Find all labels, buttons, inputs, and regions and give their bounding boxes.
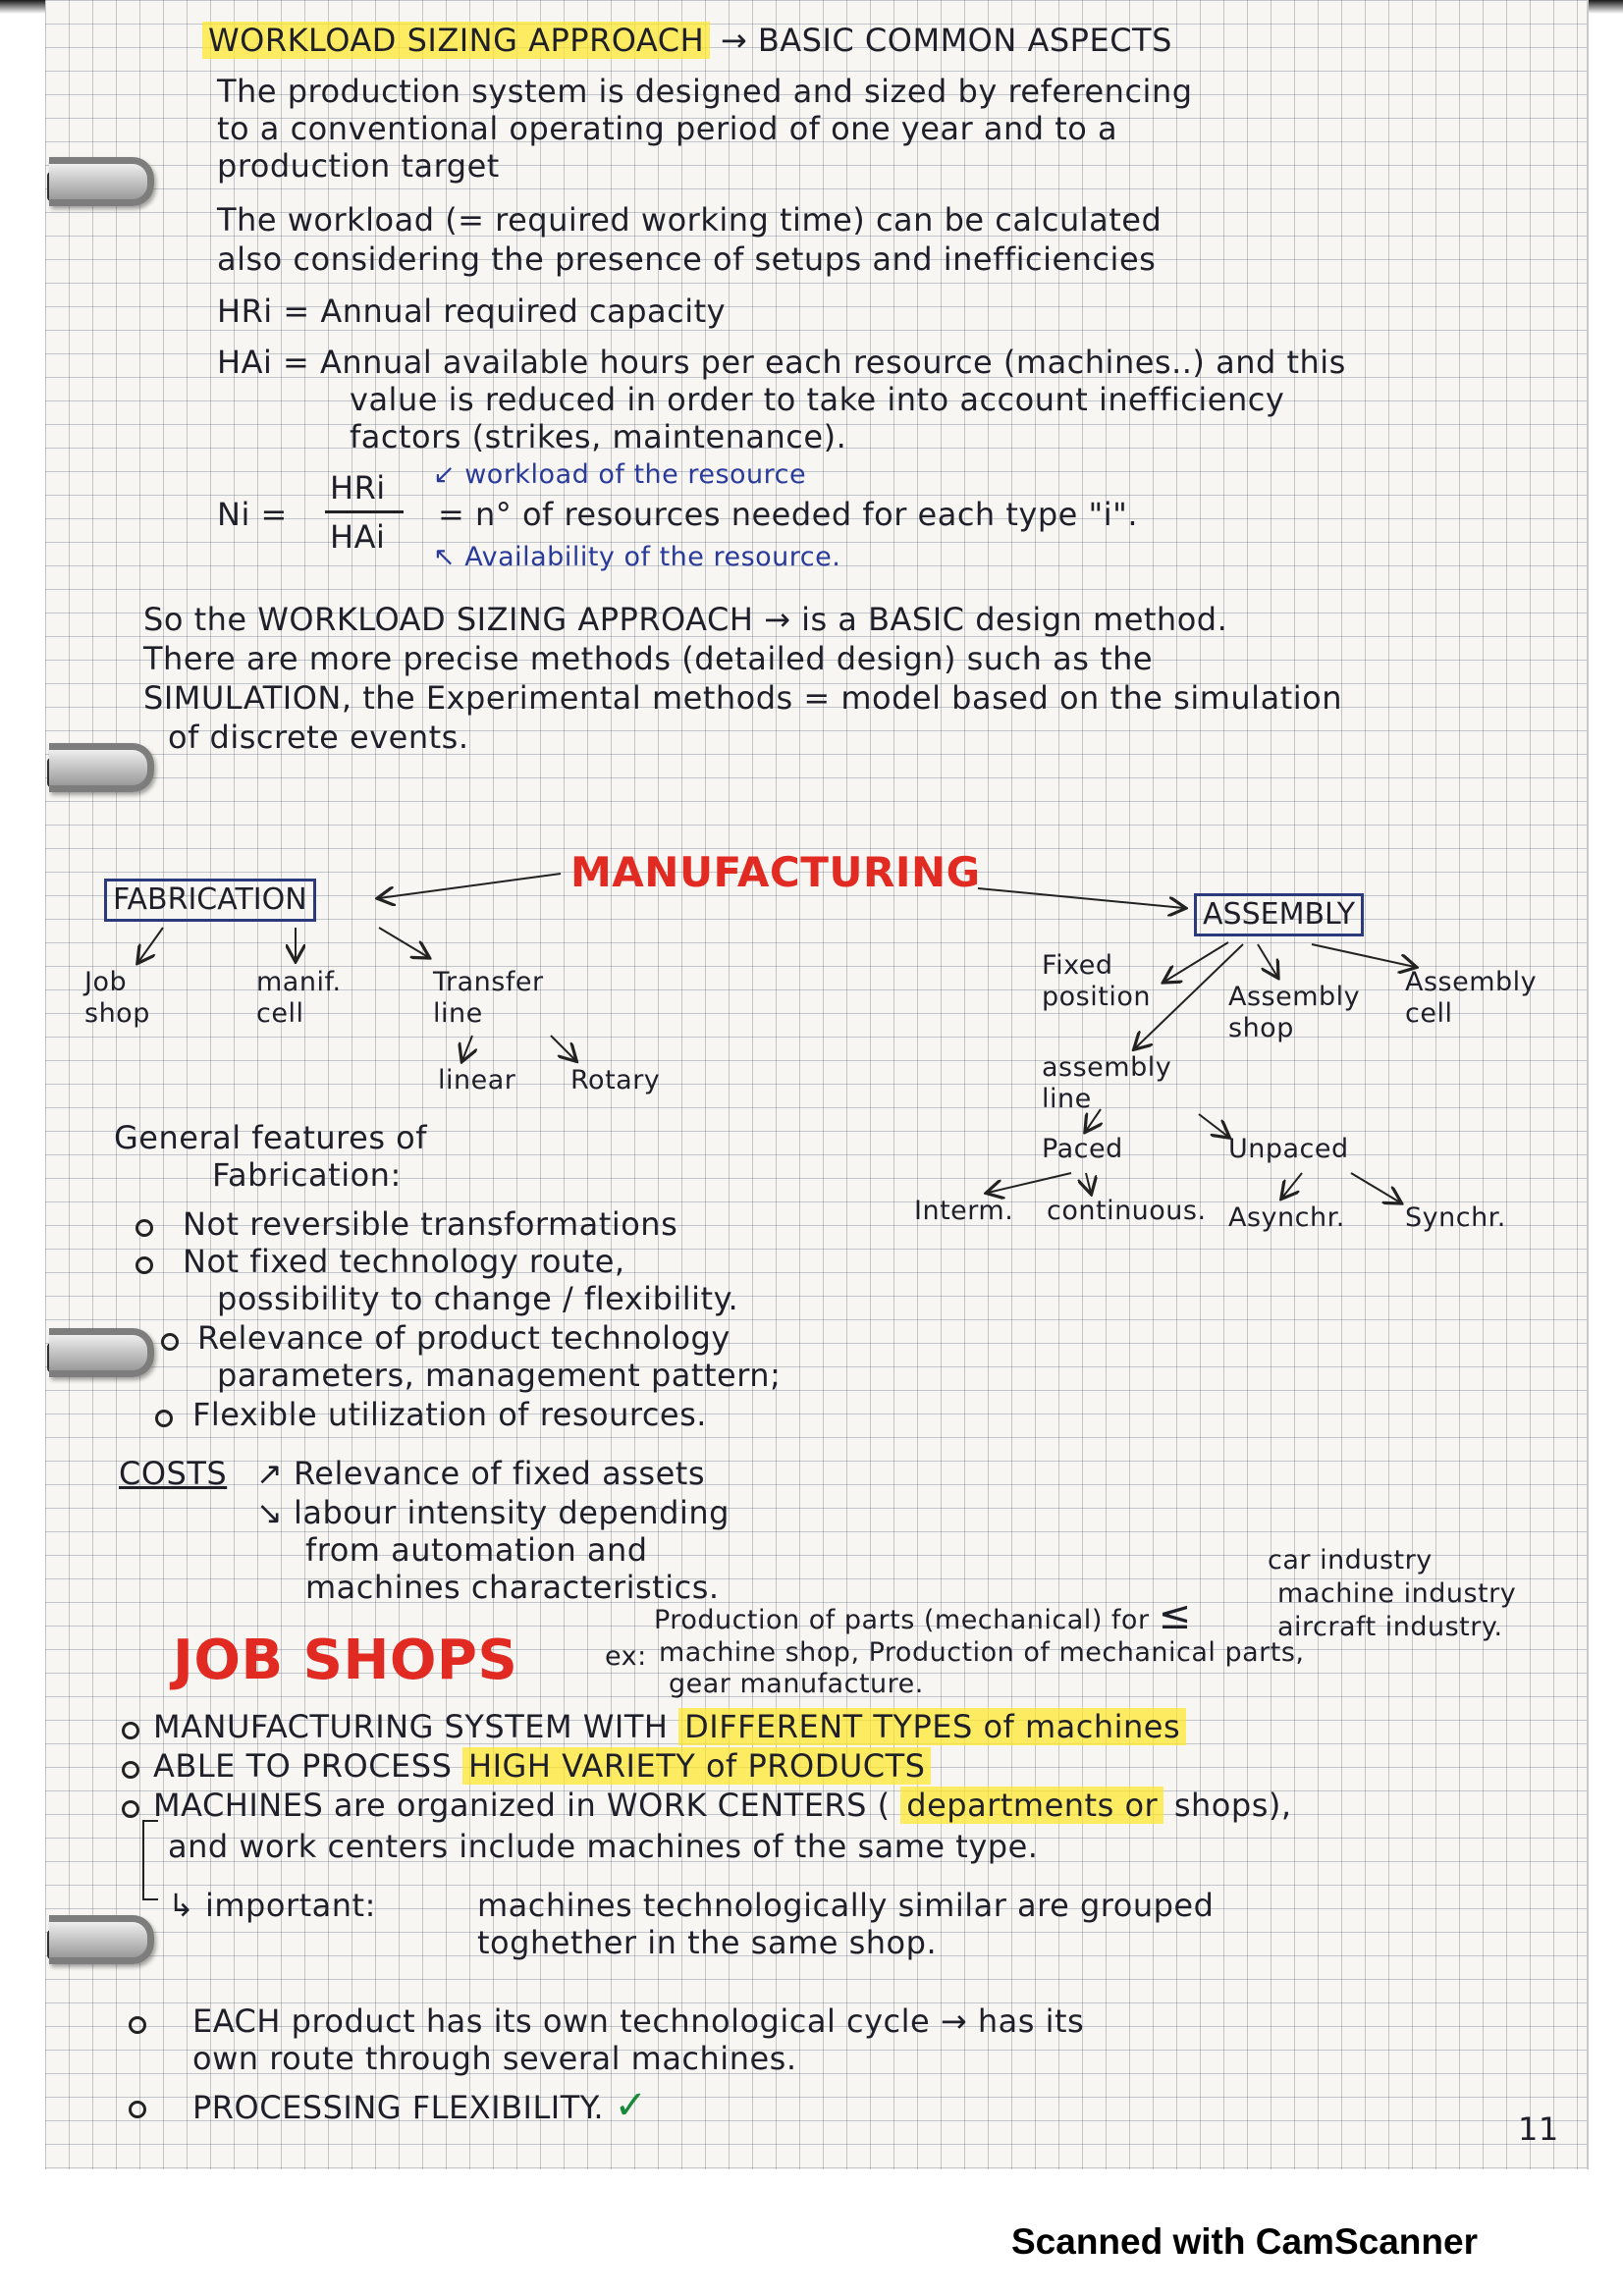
- arrow-icon: ↖: [433, 542, 465, 572]
- scanner-watermark: Scanned with CamScanner: [1011, 2221, 1478, 2262]
- page-number: 11: [1518, 2110, 1559, 2148]
- section-title-suffix: BASIC COMMON ASPECTS: [757, 22, 1172, 59]
- arrow-assembly-cell: [1312, 944, 1415, 967]
- arrow-icon: ↙: [433, 459, 465, 490]
- arrow-synchronous: [1351, 1173, 1400, 1202]
- arrow-to-fabrication: [379, 874, 561, 898]
- costs-label: COSTS: [119, 1455, 228, 1492]
- arrow-to-assembly: [978, 888, 1184, 908]
- arrow-asynchronous: [1282, 1173, 1302, 1198]
- arrow-icon: →: [720, 22, 758, 59]
- arrow-transfer-line: [379, 928, 428, 957]
- unpaced-synchronous: Synchr.: [1405, 1202, 1506, 1233]
- numerator-note: ↙ workload of the resource: [433, 459, 807, 490]
- example-line: gear manufacture.: [669, 1669, 924, 1699]
- arrow-icon: ↘: [256, 1494, 294, 1531]
- assembly-line: assembly line: [1042, 1052, 1172, 1114]
- line-paced: Paced: [1042, 1134, 1123, 1164]
- section-title-highlight: WORKLOAD SIZING APPROACH: [202, 22, 710, 59]
- transfer-linear: linear: [438, 1065, 516, 1095]
- transfer-rotary: Rotary: [570, 1065, 661, 1095]
- jobshops-title: JOB SHOPS: [173, 1629, 518, 1692]
- industry-item: aircraft industry.: [1277, 1612, 1503, 1642]
- jobshop-bullet: PROCESSING FLEXIBILITY. ✓: [192, 2083, 648, 2128]
- paragraph-line: SIMULATION, the Experimental methods = model based on the simulation: [143, 679, 1342, 717]
- denominator-note: ↖ Availability of the resource.: [433, 542, 841, 572]
- brace-icon: ≤: [1158, 1593, 1192, 1638]
- paragraph-line: also considering the presence of setups and inefficiencies: [217, 240, 1157, 278]
- feature-item: Not fixed technology route,: [183, 1243, 625, 1280]
- features-heading-cont: Fabrication:: [212, 1156, 402, 1194]
- check-icon: ✓: [614, 2083, 648, 2128]
- ni-denominator: HAi: [330, 518, 386, 556]
- feature-item: Relevance of product technology: [197, 1319, 730, 1357]
- arrow-intermittent: [988, 1173, 1071, 1193]
- important-text: toghether in the same shop.: [477, 1924, 938, 1961]
- example-line: machine shop, Production of mechanical parts,: [659, 1637, 1305, 1668]
- asm-child-assembly-shop: Assembly shop: [1228, 982, 1361, 1043]
- arrow-icon: ↗: [256, 1455, 294, 1492]
- example-line: Production of parts (mechanical) for ≤: [654, 1593, 1192, 1638]
- jobshop-bullet: ABLE TO PROCESS HIGH VARIETY of PRODUCTS: [153, 1747, 931, 1785]
- feature-item: Not reversible transformations: [183, 1205, 678, 1243]
- important-text: machines technologically similar are grouped: [477, 1887, 1215, 1924]
- jobshop-bullet: MACHINES are organized in WORK CENTERS ( departments or shops),: [153, 1787, 1292, 1824]
- industry-item: car industry: [1268, 1545, 1433, 1575]
- fab-child-manuf-cell: manif. cell: [256, 967, 342, 1029]
- jobshop-bullet-cont: own route through several machines.: [192, 2040, 797, 2077]
- paragraph-line: production target: [217, 147, 500, 185]
- feature-item-cont: parameters, management pattern;: [217, 1357, 782, 1394]
- paragraph-line: The production system is designed and sized by referencing: [217, 73, 1193, 110]
- hai-definition: HAi = Annual available hours per each resource (machines..) and this: [217, 344, 1346, 381]
- hri-definition: HRi = Annual required capacity: [217, 293, 727, 330]
- binder-ring-icon: [49, 1915, 154, 1964]
- assembly-box: ASSEMBLY: [1194, 893, 1364, 936]
- example-label: ex:: [605, 1641, 647, 1672]
- ni-lhs: Ni =: [217, 496, 288, 533]
- arrow-icon: ↳: [168, 1887, 205, 1924]
- costs-item: ↘ labour intensity depending: [256, 1494, 730, 1531]
- industry-item: machine industry: [1277, 1578, 1517, 1609]
- paragraph-line: of discrete events.: [168, 719, 469, 756]
- diagram-root: MANUFACTURING: [570, 848, 981, 896]
- bracket-line: [143, 1821, 158, 1899]
- fabrication-box: FABRICATION: [104, 879, 316, 922]
- binder-ring-icon: [49, 157, 154, 206]
- line-unpaced: Unpaced: [1228, 1134, 1349, 1164]
- feature-item: Flexible utilization of resources.: [192, 1396, 707, 1433]
- hai-definition-cont: factors (strikes, maintenance).: [350, 418, 847, 455]
- fab-child-job-shop: Job shop: [84, 967, 150, 1029]
- binder-ring-icon: [49, 1328, 154, 1377]
- jobshop-bullet-cont: and work centers include machines of the same type.: [168, 1828, 1039, 1865]
- paced-continuous: continuous.: [1047, 1196, 1207, 1226]
- hai-definition-cont: value is reduced in order to take into account inefficiency: [350, 381, 1285, 418]
- binder-ring-icon: [49, 743, 154, 792]
- paragraph-line: So the WORKLOAD SIZING APPROACH → is a BASIC design method.: [143, 601, 1228, 638]
- diagram-arrows: [45, 0, 1587, 2169]
- costs-item-cont: from automation and: [305, 1531, 648, 1569]
- arrow-continuous: [1086, 1173, 1091, 1193]
- features-heading: General features of: [114, 1119, 427, 1156]
- notebook-sheet: [45, 0, 1589, 2169]
- arrow-rotary: [551, 1036, 575, 1060]
- paced-intermittent: Interm.: [914, 1196, 1014, 1226]
- paragraph-line: to a conventional operating period of one year and to a: [217, 110, 1118, 147]
- arrow-assembly-shop: [1258, 944, 1277, 977]
- feature-item-cont: possibility to change / flexibility.: [217, 1280, 739, 1317]
- arrow-linear: [462, 1036, 472, 1060]
- unpaced-asynchronous: Asynchr.: [1228, 1202, 1345, 1233]
- arrow-unpaced: [1199, 1114, 1228, 1137]
- paragraph-line: There are more precise methods (detailed design) such as the: [143, 640, 1154, 677]
- asm-child-assembly-cell: Assembly cell: [1405, 967, 1538, 1029]
- fab-child-transfer-line: Transfer line: [433, 967, 544, 1029]
- arrow-fixed-position: [1164, 942, 1228, 982]
- asm-child-fixed-position: Fixed position: [1042, 950, 1151, 1012]
- arrow-paced: [1086, 1109, 1101, 1131]
- arrow-assembly-line: [1135, 944, 1243, 1048]
- arrow-job-shop: [138, 928, 163, 962]
- paragraph-line: The workload (= required working time) can be calculated: [217, 201, 1163, 239]
- ni-rhs: = n° of resources needed for each type "i".: [438, 496, 1139, 533]
- costs-item: ↗ Relevance of fixed assets: [256, 1455, 705, 1492]
- jobshop-bullet: MANUFACTURING SYSTEM WITH DIFFERENT TYPES of machines: [153, 1708, 1186, 1745]
- jobshop-bullet: EACH product has its own technological cycle → has its: [192, 2002, 1085, 2040]
- important-label: ↳ important:: [168, 1887, 376, 1924]
- ni-numerator: HRi: [330, 469, 386, 507]
- costs-item-cont: machines characteristics.: [305, 1569, 720, 1606]
